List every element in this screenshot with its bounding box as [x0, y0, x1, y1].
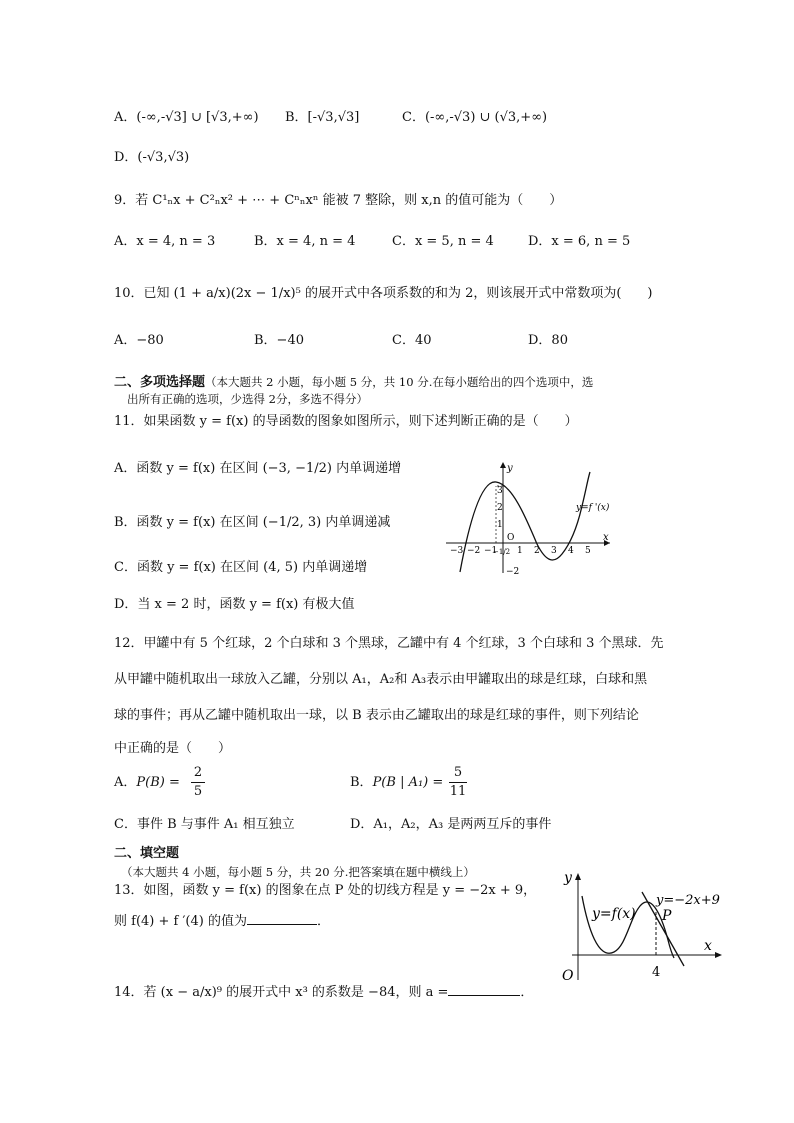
q11-y-tick: −2 — [506, 567, 520, 577]
q12-option-b-fraction-bar — [449, 782, 467, 783]
q13-answer-blank[interactable] — [247, 912, 317, 925]
q11-x-tick: 1 — [517, 546, 523, 556]
q13-tangent-label: y=−2x+9 — [656, 893, 720, 908]
q9-option-b: B．x = 4, n = 4 — [254, 234, 356, 249]
q12-line1: 12．甲罐中有 5 个红球，2 个白球和 3 个黑球，乙罐中有 4 个红球，3 个白球和 3 个黑球．先 — [114, 636, 664, 651]
q13-line2 — [114, 912, 330, 930]
section2-title: 二、多项选择题 — [114, 375, 206, 390]
q11-stem: 11．如果函数 y = f(x) 的导函数的图象如图所示，则下述判断正确的是（ ） — [114, 414, 578, 429]
q11-x-tick: 2 — [534, 546, 540, 556]
q12-line4: 中正确的是（ ） — [114, 741, 232, 756]
q9-option-a: A．x = 4, n = 3 — [114, 234, 216, 249]
q10-stem: 10．已知 (1 + a/x)(2x − 1/x)⁵ 的展开式中各项系数的和为 2，则该展开式中常数项为( ) — [114, 286, 653, 301]
q13-origin-label: O — [562, 968, 574, 984]
q11-x-tick: −1 — [484, 546, 498, 556]
q11-y-tick: 2 — [497, 503, 503, 513]
q10-option-c: C．40 — [392, 333, 432, 348]
q13-axis-x-label: x — [704, 938, 712, 954]
q12-option-a-prefix: A． — [114, 775, 137, 790]
q11-y-tick: 3 — [497, 486, 503, 496]
q11-axis-y-label: y — [507, 463, 513, 474]
q11-x-half-tick: −1/2 — [493, 548, 511, 556]
q13-axis-y-label: y — [564, 870, 572, 886]
q10-option-d: D．80 — [528, 333, 568, 348]
q13-function-graph — [556, 868, 736, 986]
q10-option-b: B．−40 — [254, 333, 304, 348]
q14-prefix: 14．若 (x − a/x)⁹ 的展开式中 x³ 的系数是 −84，则 a = — [114, 985, 449, 1000]
q14-answer-blank[interactable] — [448, 983, 520, 996]
q12-line3: 球的事件；再从乙罐中随机取出一球，以 B 表示由乙罐取出的球是红球的事件，则下列结论 — [114, 708, 639, 723]
q10-option-a: A．−80 — [114, 333, 164, 348]
q8-option-b: B．[-√3,√3] — [285, 110, 360, 125]
q13-point-label: P — [662, 908, 672, 924]
q9-stem: 9．若 C¹ₙx + C²ₙx² + ⋯ + Cⁿₙxⁿ 能被 7 整除，则 x,n 的值可能为（ ） — [114, 193, 563, 208]
section3-title: 二、填空题 — [114, 846, 180, 861]
q12-option-b-denominator: 11 — [449, 784, 467, 799]
q14-suffix: ． — [520, 985, 534, 1000]
q12-option-a-fraction-bar — [191, 782, 205, 783]
q11-x-tick: −2 — [467, 546, 481, 556]
q12-option-b-numerator: 5 — [453, 765, 463, 780]
q14-line — [114, 983, 533, 1001]
q11-y-tick: 1 — [497, 520, 503, 530]
section2-note-line1: （本大题共 2 小题，每小题 5 分，共 10 分.在每小题给出的四个选项中，选 — [205, 375, 594, 389]
q8-option-d: D．(-√3,√3) — [114, 150, 190, 165]
q12-option-a-denominator: 5 — [193, 784, 203, 799]
q12-option-a-numerator: 2 — [193, 765, 203, 780]
q11-x-tick: 3 — [551, 546, 557, 556]
q12-option-b-prefix: B． — [350, 775, 373, 790]
q11-option-c: C．函数 y = f(x) 在区间 (4, 5) 内单调递增 — [114, 560, 368, 575]
q13-line2-suffix: ． — [316, 914, 330, 929]
q11-option-d: D．当 x = 2 时，函数 y = f(x) 有极大值 — [114, 597, 355, 612]
q13-x-tick-4: 4 — [652, 965, 661, 980]
q13-line2-prefix: 则 f(4) + f ′(4) 的值为 — [114, 914, 247, 929]
q8-option-a: A．(-∞,-√3] ∪ [√3,+∞) — [114, 110, 259, 125]
section3-note: （本大题共 4 小题，每小题 5 分，共 20 分.把答案填在题中横线上） — [121, 865, 475, 879]
q11-x-tick: −3 — [450, 546, 464, 556]
q11-curve-label: y=f '(x) — [576, 503, 610, 513]
q9-option-c: C．x = 5, n = 4 — [392, 234, 494, 249]
q11-origin-label: O — [507, 533, 515, 543]
q12-option-b-expr: P(B | A₁) = — [372, 775, 444, 790]
q13-curve-label: y=f(x) — [592, 906, 636, 922]
q9-option-d: D．x = 6, n = 5 — [528, 234, 631, 249]
q12-option-c: C．事件 B 与事件 A₁ 相互独立 — [114, 817, 295, 832]
q12-option-a-expr: P(B) = — [136, 775, 180, 790]
q11-derivative-graph — [440, 458, 620, 578]
section2-note-line2: 出所有正确的选项，少选得 2分，多选不得分） — [127, 392, 368, 406]
q13-line1: 13．如图，函数 y = f(x) 的图象在点 P 处的切线方程是 y = −2x + 9， — [114, 883, 537, 898]
q11-option-a: A．函数 y = f(x) 在区间 (−3, −1/2) 内单调递增 — [114, 461, 402, 476]
q8-option-c: C．(-∞,-√3) ∪ (√3,+∞) — [402, 110, 548, 125]
q11-x-tick: 5 — [585, 546, 591, 556]
q12-option-d: D．A₁，A₂，A₃ 是两两互斥的事件 — [350, 817, 552, 832]
q11-derivative-curve — [460, 472, 590, 572]
q12-option-a — [114, 775, 180, 791]
q12-option-b — [350, 775, 443, 791]
q11-axis-x-label: x — [603, 532, 609, 543]
q11-x-tick: 4 — [568, 546, 574, 556]
q12-line2: 从甲罐中随机取出一球放入乙罐，分别以 A₁，A₂和 A₃表示由甲罐取出的球是红球，白球和黑 — [114, 672, 648, 687]
q11-option-b: B．函数 y = f(x) 在区间 (−1/2, 3) 内单调递减 — [114, 515, 391, 530]
